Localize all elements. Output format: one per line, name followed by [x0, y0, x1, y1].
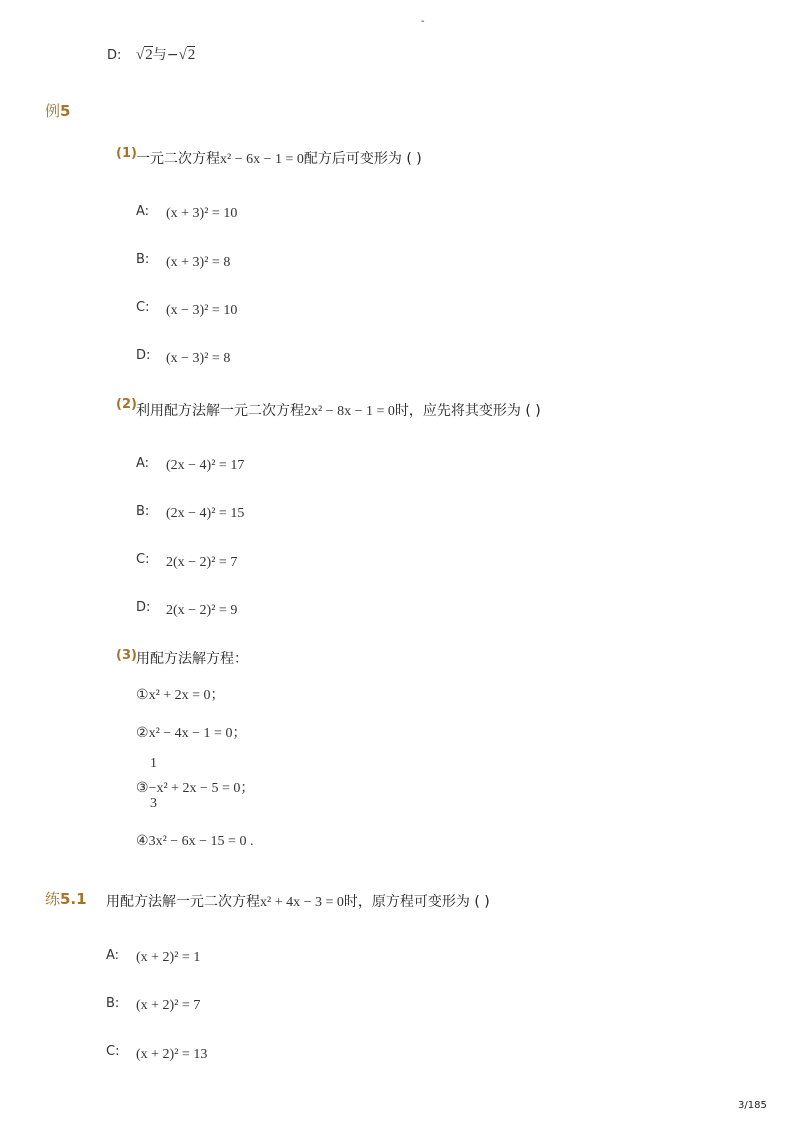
- q1-number: (1): [116, 146, 137, 161]
- practice-question-text: [106, 891, 490, 911]
- q3-item-3: [136, 777, 254, 797]
- practice-prefix: 用配方法解一元二次方程: [106, 894, 260, 910]
- sqrt-symbol-icon: √2: [178, 47, 196, 63]
- q2-number: (2): [116, 397, 137, 412]
- q1-prefix: 一元二次方程: [136, 151, 220, 167]
- sqrt-symbol-icon: √2: [136, 47, 153, 63]
- prev-option-d-mid: 与−: [152, 47, 179, 63]
- practice-title-prefix: 练: [45, 890, 61, 908]
- q3-item-3-frac-num: 1: [150, 756, 157, 771]
- q2-option-b-expr: (2x − 4)² = 15: [166, 506, 245, 521]
- practice-title-num: 5.1: [60, 890, 87, 908]
- practice-option-b-label[interactable]: B:: [106, 996, 120, 1011]
- q2-option-a-expr: (2x − 4)² = 17: [166, 458, 245, 473]
- q2-option-d-label[interactable]: D:: [136, 600, 151, 615]
- q1-text: [136, 148, 422, 168]
- q2-option-a-label[interactable]: A:: [136, 456, 150, 471]
- example-title: [45, 100, 70, 121]
- circled-4-icon: ④: [136, 834, 149, 849]
- practice-option-a-label[interactable]: A:: [106, 948, 120, 963]
- q3-item-4-expr: 3x² − 6x − 15 = 0 .: [148, 834, 254, 849]
- example-title-num: 5: [60, 102, 71, 120]
- q3-text: 用配方法解方程：: [136, 651, 248, 667]
- q1-option-c-expr: (x − 3)² = 10: [166, 303, 238, 318]
- circled-1-icon: ①: [136, 688, 149, 703]
- q2-option-d-expr: 2(x − 2)² = 9: [166, 603, 238, 618]
- q3-item-2: [136, 722, 246, 742]
- q1-option-b-label[interactable]: B:: [136, 252, 150, 267]
- practice-equation: x² + 4x − 3 = 0: [260, 895, 344, 910]
- q2-option-c-label[interactable]: C:: [136, 552, 150, 567]
- practice-suffix: 时，原方程可变形为 ( ): [343, 894, 490, 910]
- practice-title: [45, 888, 87, 909]
- q2-suffix: 时，应先将其变形为 ( ): [394, 403, 541, 419]
- prev-option-d-expr: [136, 44, 195, 64]
- q3-item-2-expr: x² − 4x − 1 = 0；: [148, 726, 247, 741]
- q3-item-3-frac-den: 3: [150, 796, 157, 811]
- q1-option-c-label[interactable]: C:: [136, 300, 150, 315]
- q1-option-a-label[interactable]: A:: [136, 204, 150, 219]
- q2-text: [136, 400, 541, 420]
- practice-option-b-expr: (x + 2)² = 7: [136, 998, 201, 1013]
- q1-option-d-expr: (x − 3)² = 8: [166, 351, 231, 366]
- q1-option-b-expr: (x + 3)² = 8: [166, 255, 231, 270]
- q1-suffix: 配方后可变形为 ( ): [303, 151, 422, 167]
- circled-2-icon: ②: [136, 726, 149, 741]
- q3-number: (3): [116, 648, 137, 663]
- q2-option-b-label[interactable]: B:: [136, 504, 150, 519]
- q1-equation: x² − 6x − 1 = 0: [220, 152, 304, 167]
- q2-prefix: 利用配方法解一元二次方程: [136, 403, 304, 419]
- q3-item-4: [136, 833, 253, 850]
- top-mark: -: [421, 16, 425, 27]
- page-number: 3/185: [738, 1100, 767, 1111]
- q3-item-1-expr: x² + 2x = 0；: [148, 688, 225, 703]
- q2-option-c-expr: 2(x − 2)² = 7: [166, 555, 238, 570]
- q3-item-1: [136, 684, 225, 704]
- circled-3-icon: ③: [136, 781, 149, 796]
- practice-option-c-label[interactable]: C:: [106, 1044, 120, 1059]
- q1-option-a-expr: (x + 3)² = 10: [166, 206, 238, 221]
- q3-item-3-expr: −x² + 2x − 5 = 0；: [148, 781, 255, 796]
- example-title-prefix: 例: [45, 102, 61, 120]
- practice-option-c-expr: (x + 2)² = 13: [136, 1047, 208, 1062]
- q2-equation: 2x² − 8x − 1 = 0: [304, 404, 395, 419]
- practice-option-a-expr: (x + 2)² = 1: [136, 950, 201, 965]
- prev-option-d-label: D:: [107, 48, 122, 63]
- q1-option-d-label[interactable]: D:: [136, 348, 151, 363]
- radicand-2: 2: [187, 47, 196, 63]
- radicand-1: 2: [145, 47, 153, 63]
